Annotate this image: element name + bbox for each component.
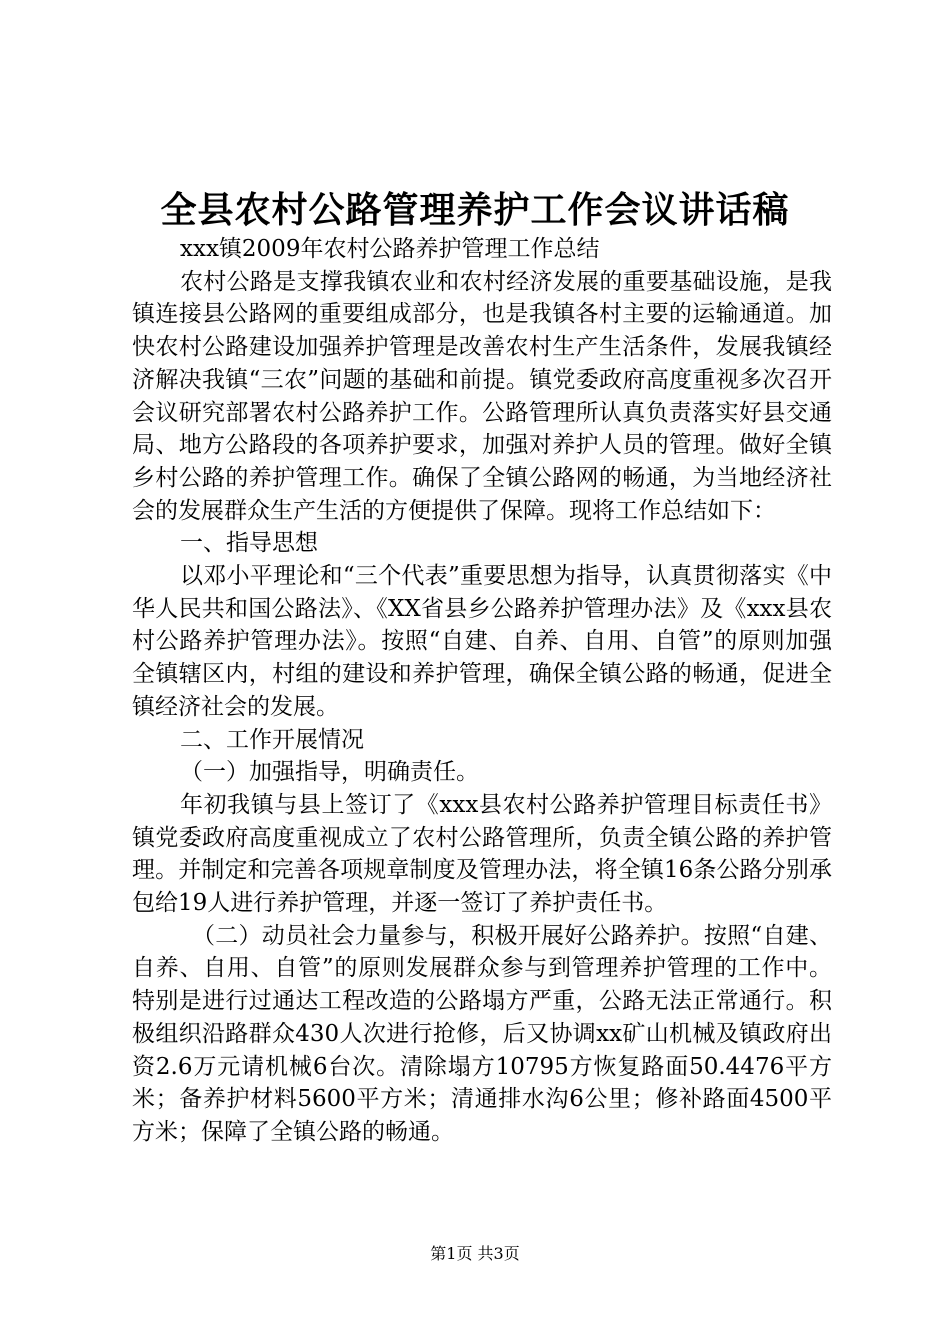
subsection-heading-1: （一）加强指导，明确责任。 [180,759,479,786]
document-body [132,233,832,1149]
paragraph-intro: 农村公路是支撑我镇农业和农村经济发展的重要基础设施，是我镇连接县公路网的重要组成部分，也是我镇各村主要的运输通道。加快农村公路建设加强养护管理是改善农村生产生活条件，发展我镇经济解决我镇“三农”问题的基础和前提。镇党委政府高度重视多次召开会议研究部署农村公路养护工作。公路管理所认真负责落实好县交通局、地方公路段的各项养护要求，加强对养护人员的管理。做好全镇乡村公路的养护管理工作。确保了全镇公路网的畅通，为当地经济社会的发展群众生产生活的方便提供了保障。现将工作总结如下： [132,268,832,524]
paragraph-responsibility: 年初我镇与县上签订了《xxx县农村公路养护管理目标责任书》镇党委政府高度重视成立了农村公路管理所，负责全镇公路的养护管理。并制定和完善各项规章制度及管理办法，将全镇16条公路分别承包给19人进行养护管理，并逐一签订了养护责任书。 [132,791,832,917]
page-number-footer: 第1页 共3页 [430,1244,520,1263]
section-heading-work-progress: 二、工作开展情况 [180,726,364,753]
document-title: 全县农村公路管理养护工作会议讲话稿 [160,189,790,231]
section-heading-guiding-ideology: 一、指导思想 [180,530,318,557]
document-subtitle: xxx镇2009年农村公路养护管理工作总结 [180,236,600,262]
paragraph-guiding-ideology: 以邓小平理论和“三个代表”重要思想为指导，认真贯彻落实《中华人民共和国公路法》、《XX省县乡公路养护管理办法》及《xxx县农村公路养护管理办法》。按照“自建、自养、自用、自管”的原则加强全镇辖区内，村组的建设和养护管理，确保全镇公路的畅通，促进全镇经济社会的发展。 [132,563,832,720]
paragraph-social-participation: （二）动员社会力量参与，积极开展好公路养护。按照“自建、自养、自用、自管”的原则发展群众参与到管理养护管理的工作中。特别是进行过通达工程改造的公路塌方严重，公路无法正常通行。积极组织沿路群众430人次进行抢修，后又协调xx矿山机械及镇政府出资2.6万元请机械6台次。清除塌方10795方恢复路面50.4476平方米；备养护材料5600平方米；清通排水沟6公里；修补路面4500平方米；保障了全镇公路的畅通。 [132,922,832,1145]
